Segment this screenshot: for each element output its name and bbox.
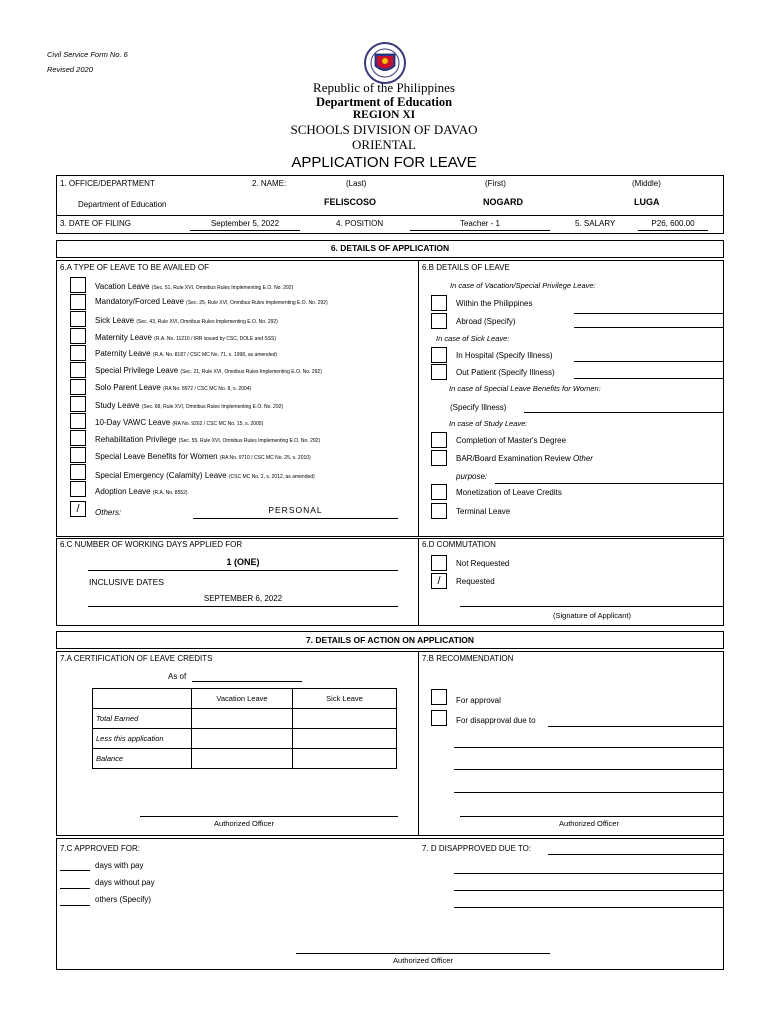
section-7-heading: 7. DETAILS OF ACTION ON APPLICATION [305,635,475,645]
leave-type-name: Rehabilitation Privilege [95,435,177,444]
approved-for-label: 7.C APPROVED FOR: [60,844,141,853]
within-philippines-checkbox[interactable] [431,295,447,311]
working-days-value: 1 (ONE) [226,557,260,567]
leave-type-name: Paternity Leave [95,349,151,358]
signature-label: (Signature of Applicant) [553,611,631,620]
days-without-pay-label: days without pay [95,878,155,887]
leave-type-name: Special Emergency (Calamity) Leave [95,471,227,480]
republic-line: Republic of the Philippines [313,80,455,95]
others-checkbox[interactable]: / [70,501,86,517]
days-line [60,905,90,906]
sick-leave-checkbox[interactable] [70,311,86,327]
division-line-1: SCHOOLS DIVISION OF DAVAO [290,122,478,137]
others-label: Others: [95,508,122,517]
masters-degree-label: Completion of Master's Degree [456,436,567,445]
women-case-heading: In case of Special Leave Benefits for Women: [449,384,601,393]
leave-type-item [95,471,315,480]
divider [56,215,724,216]
reason-line [454,890,724,891]
approval-box [56,838,724,970]
form-revision: Revised 2020 [47,65,93,74]
date-filing-label: 3. DATE OF FILING [60,219,131,228]
rehabilitation-checkbox[interactable] [70,430,86,446]
bar-review-item [456,454,593,463]
bar-review-checkbox[interactable] [431,450,447,466]
authorized-officer-label: Authorized Officer [559,819,619,828]
illness-line [524,412,724,413]
leave-type-name: Sick Leave [95,316,135,325]
requested-checkbox[interactable]: / [431,573,447,589]
position-value: Teacher - 1 [459,219,501,228]
monetization-checkbox[interactable] [431,484,447,500]
purpose-line [495,483,724,484]
abroad-label: Abroad (Specify) [456,317,516,326]
section-6-heading: 6. DETAILS OF APPLICATION [330,243,450,253]
others-specify-label: others (Specify) [95,895,152,904]
in-hospital-label: In Hospital (Specify Illness) [456,351,553,360]
for-approval-checkbox[interactable] [431,689,447,705]
commutation-label: 6.D COMMUTATION [422,540,496,549]
table-cell[interactable] [293,729,397,749]
leave-type-item [95,282,293,291]
leave-type-item [95,487,188,496]
leave-type-item [95,418,263,427]
form-number: Civil Service Form No. 6 [47,50,128,59]
type-of-leave-label: 6.A TYPE OF LEAVE TO BE AVAILED OF [60,263,209,272]
reason-line [548,726,724,727]
outpatient-line [574,378,724,379]
underline [88,606,398,607]
monetization-label: Monetization of Leave Credits [456,488,562,497]
leave-credits-table [92,688,397,769]
within-philippines-label: Within the Philippines [456,299,533,308]
leave-type-name: Study Leave [95,401,140,410]
in-hospital-checkbox[interactable] [431,347,447,363]
leave-type-item [95,349,277,358]
leave-type-ref: (CSC MC No. 2, s. 2012, as amended) [228,474,315,480]
table-corner [93,689,192,709]
authorized-officer-label: Authorized Officer [393,956,453,965]
vawc-leave-checkbox[interactable] [70,413,86,429]
table-cell[interactable] [293,749,397,769]
as-of-label: As of [168,672,187,681]
sick-column-header: Sick Leave [293,689,397,709]
for-approval-label: For approval [456,696,501,705]
underline [638,230,708,231]
date-filing-value: September 5, 2022 [210,219,280,228]
others-value: PERSONAL [268,505,323,515]
middle-name-value: LUGA [634,197,660,207]
abroad-line [574,327,724,328]
name-label: 2. NAME: [252,179,287,188]
form-title: APPLICATION FOR LEAVE [291,154,477,171]
leave-type-item [95,333,276,342]
as-of-line [192,681,302,682]
underline [193,518,398,519]
reason-line [454,907,724,908]
underline [190,230,300,231]
leave-type-item [95,435,320,444]
leave-type-ref: (R.A. No. 11210 / IRR issued by CSC, DOLE and SSS) [154,336,277,342]
certification-label: 7.A CERTIFICATION OF LEAVE CREDITS [60,654,213,663]
leave-type-name: Special Leave Benefits for Women [95,452,218,461]
salary-value: P26, 600.00 [651,219,695,228]
table-cell[interactable] [192,709,293,729]
divider [418,651,419,836]
salary-label: 5. SALARY [575,219,616,228]
leave-type-ref: (Sec. 55, Rule XVI, Omnibus Rules Implementing E.O. No. 292) [178,438,321,444]
officer-line [296,953,550,954]
terminal-leave-checkbox[interactable] [431,503,447,519]
reason-line [454,747,724,748]
study-case-heading: In case of Study Leave: [449,419,528,428]
officer-line [460,816,724,817]
for-disapproval-label: For disapproval due to [456,716,536,725]
position-label: 4. POSITION [336,219,384,228]
office-value: Department of Education [78,200,167,209]
out-patient-label: Out Patient (Specify Illness) [456,368,555,377]
vacation-leave-checkbox[interactable] [70,277,86,293]
divider [418,538,419,626]
special-privilege-leave-checkbox[interactable] [70,362,86,378]
leave-type-ref: (Sec. 25, Rule XVI, Omnibus Rules Implementing E.O. No. 292) [186,300,328,306]
leave-type-name: Mandatory/Forced Leave [95,297,184,306]
for-disapproval-checkbox[interactable] [431,710,447,726]
not-requested-label: Not Requested [456,559,510,568]
reason-line [548,854,724,855]
officer-line [140,816,398,817]
leave-type-ref: (Sec. 21, Rule XVI, Omnibus Rules Implementing E.O. No. 292) [180,369,322,375]
purpose-label: purpose: [456,472,488,481]
underline [410,230,550,231]
leave-type-item [95,366,322,375]
calamity-leave-checkbox[interactable] [70,464,86,480]
adoption-leave-checkbox[interactable] [70,481,86,497]
reason-line [454,873,724,874]
paternity-leave-checkbox[interactable] [70,345,86,361]
solo-parent-leave-checkbox[interactable] [70,379,86,395]
leave-type-ref: (RA No. 9262 / CSC MC No. 15, s. 2005) [172,421,264,427]
signature-line [460,606,724,607]
abroad-checkbox[interactable] [431,313,447,329]
out-patient-checkbox[interactable] [431,364,447,380]
underline [88,570,398,571]
table-cell[interactable] [192,749,293,769]
authorized-officer-label: Authorized Officer [214,819,274,828]
working-days-label: 6.C NUMBER OF WORKING DAYS APPLIED FOR [60,540,243,549]
details-of-leave-label: 6.B DETAILS OF LEAVE [422,263,510,272]
reason-line [454,792,724,793]
leave-type-name: Adoption Leave [95,487,151,496]
table-cell[interactable] [192,729,293,749]
deped-seal-icon [358,42,412,84]
leave-type-name: Maternity Leave [95,333,152,342]
hospital-line [574,361,724,362]
women-leave-checkbox[interactable] [70,447,86,463]
recommendation-label: 7.B RECOMMENDATION [422,654,514,663]
days-with-pay-label: days with pay [95,861,144,870]
last-name-value: FELISCOSO [324,197,377,207]
study-leave-checkbox[interactable] [70,396,86,412]
disapproved-due-to-label: 7. D DISAPPROVED DUE TO: [422,844,532,853]
forced-leave-checkbox[interactable] [70,294,86,310]
terminal-leave-label: Terminal Leave [456,507,511,516]
days-line [60,870,90,871]
first-name-value: NOGARD [483,197,523,207]
division-line-2: ORIENTAL [352,137,416,152]
office-label: 1. OFFICE/DEPARTMENT [60,179,155,188]
total-earned-row-label: Total Earned [93,709,192,729]
inclusive-dates-value: SEPTEMBER 6, 2022 [203,594,283,603]
sick-case-heading: In case of Sick Leave: [436,334,510,343]
bar-review-label: BAR/Board Examination Review [456,454,571,463]
leave-type-item [95,297,328,306]
inclusive-dates-label: INCLUSIVE DATES [89,577,164,587]
last-name-label: (Last) [346,179,367,188]
table-cell[interactable] [293,709,397,729]
leave-type-ref: (Sec. 68, Rule XVI, Omnibus Rules Implementing E.O. No. 292) [141,404,284,410]
leave-type-item [95,401,283,410]
less-application-row-label: Less this application [93,729,192,749]
department-line: Department of Education [315,95,453,109]
days-line [60,888,90,889]
maternity-leave-checkbox[interactable] [70,328,86,344]
reason-line [454,769,724,770]
abroad-line [574,313,724,314]
masters-degree-checkbox[interactable] [431,432,447,448]
not-requested-checkbox[interactable] [431,555,447,571]
leave-type-name: Special Privilege Leave [95,366,179,375]
leave-type-ref: (RA No. 9710 / CSC MC No. 25, s. 2010) [219,455,311,461]
other-label: Other [572,454,593,463]
leave-type-item [95,383,251,392]
leave-type-ref: (R.A. No. 8552) [152,490,188,496]
leave-type-name: 10-Day VAWC Leave [95,418,171,427]
leave-type-ref: (RA No. 8972 / CSC MC No. 8, s. 2004) [163,386,252,392]
requested-label: Requested [456,577,495,586]
region-line: REGION XI [352,109,416,121]
divider [418,260,419,537]
leave-type-ref: (Sec. 43, Rule XVI, Omnibus Rules Implementing E.O. No. 292) [136,319,278,325]
specify-illness-label: (Specify Illness) [450,403,507,412]
leave-type-item [95,316,278,325]
leave-type-name: Vacation Leave [95,282,150,291]
leave-type-ref: (R.A. No. 8187 / CSC MC No. 71, s. 1998, as amended) [152,352,278,358]
leave-type-item [95,452,311,461]
first-name-label: (First) [485,179,506,188]
leave-type-ref: (Sec. 51, Rule XVI, Omnibus Rules Implementing E.O. No. 292) [151,285,294,291]
leave-type-name: Solo Parent Leave [95,383,161,392]
vacation-column-header: Vacation Leave [192,689,293,709]
middle-name-label: (Middle) [632,179,661,188]
vacation-case-heading: In case of Vacation/Special Privilege Leave: [450,281,596,290]
balance-row-label: Balance [93,749,192,769]
